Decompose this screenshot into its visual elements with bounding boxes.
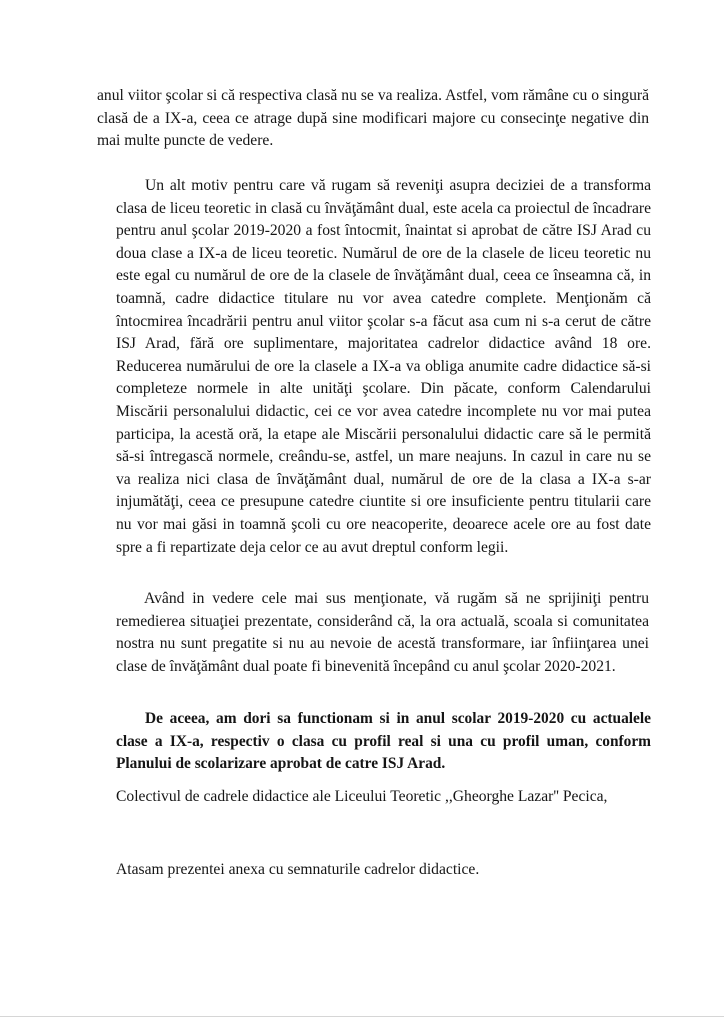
page-bottom-rule xyxy=(0,1016,724,1017)
paragraph-bold-request: De aceea, am dori sa functionam si in anul scolar 2019-2020 cu actualele clase a IX-a, respectiv o clasa cu profil real si una cu profil uman, conform Planului de scolarizare aprobat de catre ISJ Arad. xyxy=(116,710,651,773)
annex-note: Atasam prezentei anexa cu semnaturile cadrelor didactice. xyxy=(116,861,480,878)
paragraph-request: Având in vedere cele mai sus menţionate, vă rugăm să ne sprijiniţi pentru remedierea situaţiei prezentate, considerând că, la ora actuală, scoala si comunitatea nostra nu sunt pregatite si nu au nevoie de acestă transformare, iar înfiinţarea unei clase de învăţământ dual poate fi binevenită începând cu anul şcolar 2020-2021. xyxy=(116,590,649,675)
signature-line: Colectivul de cadrele didactice ale Liceului Teoretic ,,Gheorghe Lazar'' Pecica, xyxy=(116,788,608,805)
paragraph-continuation: anul viitor şcolar si că respectiva clasă nu se va realiza. Astfel, vom rămâne cu o singură clasă de a IX-a, ceea ce atrage după sine modificari majore cu consecinţe negative din mai multe puncte de vedere. xyxy=(97,87,649,150)
paragraph-motive: Un alt motiv pentru care vă rugam să reveniţi asupra deciziei de a transforma clasa de liceu teoretic in clasă cu învăţământ dual, este acela ca proiectul de încadrare pentru anul şcolar 2019-2020 a fost întocmit, înaintat si aprobat de către ISJ Arad cu doua clase a IX-a de liceu teoretic. Numărul de ore de la clasele de liceu teoretic nu este egal cu numărul de ore de la clasele de învăţământ dual, ceea ce înseamna că, in toamnă, cadre didactice titulare nu vor avea catedre complete. Menţionăm că întocmirea încadrării pentru anul viitor şcolar s-a făcut asa cum ni s-a cerut de către ISJ Arad, fără ore suplimentare, majoritatea cadrelor didactice având 18 ore. Reducerea numărului de ore la clasele a IX-a va obliga anumite cadre didactice să-si completeze normele in alte unităţi şcolare. Din păcate, conform Calendarului Miscării personalului didactic, cei ce vor avea catedre incomplete nu vor mai putea participa, la acestă oră, la etape ale Miscării personalului didactic care să le permită să-si întregască normele, creându-se, astfel, un mare neajuns. In cazul in care nu se va realiza nici clasa de învăţământ dual, numărul de ore de la clasa a IX-a s-ar injumătăţi, ceea ce presupune catedre ciuntite si ore insuficiente pentru titularii care nu vor mai găsi in toamnă şcoli cu ore neacoperite, deoarece acele ore au fost date spre a fi repartizate deja celor ce au avut dreptul conform legii. xyxy=(116,177,651,556)
